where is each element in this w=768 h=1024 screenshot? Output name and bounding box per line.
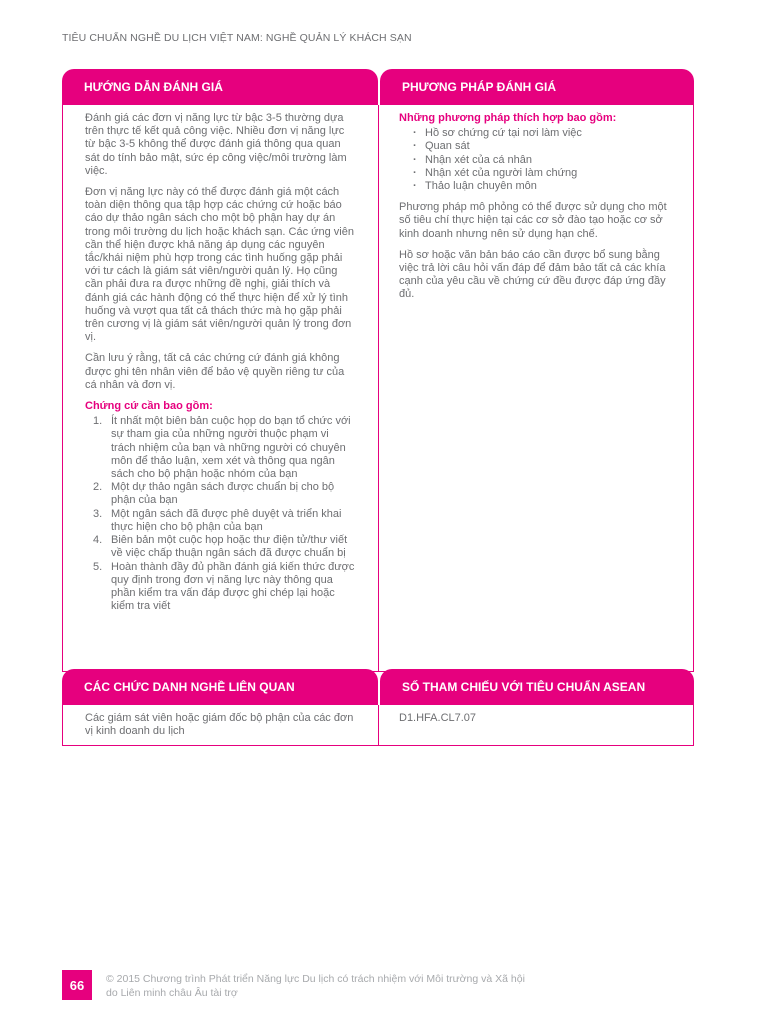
method-item: · Nhận xét của cá nhân (413, 154, 673, 167)
method-item: · Quan sát (413, 140, 673, 153)
asean-reference-heading: SỐ THAM CHIẾU VỚI TIÊU CHUẨN ASEAN (380, 669, 694, 705)
footer-line-1: © 2015 Chương trình Phát triển Năng lực Du lịch có trách nhiệm với Môi trường và Xã hội (106, 973, 525, 985)
reference-table-body (62, 705, 694, 746)
asean-reference-cell: D1.HFA.CL7.07 (399, 712, 477, 724)
footer-line-2: do Liên minh châu Âu tài trợ (106, 987, 238, 999)
evidence-item: 2. Một dự thảo ngân sách được chuẩn bị cho bộ phận của bạn (93, 481, 335, 507)
assessment-method-heading: PHƯƠNG PHÁP ĐÁNH GIÁ (380, 69, 694, 105)
evidence-list (85, 415, 356, 613)
evidence-item: 4. Biên bản một cuộc họp hoặc thư điện tử/thư viết về việc chấp thuận ngân sách đã được chuẩn bị (93, 534, 348, 560)
method-item: · Nhận xét của người làm chứng (413, 167, 673, 180)
related-titles-cell: Các giám sát viên hoặc giám đốc bộ phận của các đơn vị kinh doanh du lịch (63, 705, 379, 745)
guide-paragraph-1: Đánh giá các đơn vị năng lực từ bậc 3-5 thường dựa trên thực tế kết quả công việc. Nhiều đơn vị năng lực từ bậc 3-5 không thể được đánh giá thông qua quan sát do tính bảo mật, sức ép công việc/môi trường làm việc. (85, 112, 347, 177)
assessment-table-body (62, 105, 694, 672)
running-header: TIÊU CHUẨN NGHỀ DU LỊCH VIỆT NAM: NGHỀ QUẢN LÝ KHÁCH SẠN (62, 32, 412, 44)
method-item: · Hồ sơ chứng cứ tại nơi làm việc (413, 127, 673, 140)
evidence-heading: Chứng cứ cần bao gồm: (85, 400, 213, 413)
evidence-item: 5. Hoàn thành đầy đủ phần đánh giá kiến thức được quy định trong đơn vị năng lực này thông qua phần kiểm tra vấn đáp được ghi chép lại hoặc kiểm tra viết (93, 560, 355, 613)
reference-table-header (62, 669, 694, 705)
page-number-badge: 66 (62, 970, 92, 1000)
assessment-table-header (62, 69, 694, 105)
method-paragraph-2: Hồ sơ hoặc văn bản báo cáo cần được bổ sung bằng việc trả lời câu hỏi vấn đáp để đảm bảo tất cả các khía cạnh của yêu cầu về chứng cứ đều được đáp ứng đầy đủ. (399, 248, 666, 301)
related-titles-heading: CÁC CHỨC DANH NGHỀ LIÊN QUAN (62, 669, 378, 705)
assessment-table (62, 69, 694, 672)
guide-paragraph-2: Đơn vị năng lực này có thể được đánh giá một cách toàn diện thông qua tập hợp các chứng cứ hoặc báo cáo dự thảo ngân sách cho một bộ phận hay dự án trong môi trường du lịch hoặc khách sạn. Các ứng viên cần thể hiện được khả năng áp dụng các nguyên tắc/khái niệm phù hợp trong các tình huống gặp phải với tư cách là giám sát viên/người quản lý. Họ cũng cần phải đưa ra được những đề nghị, giải thích và đánh giá các hành động có thể thực hiện để xử lý tình huống và vượt qua tất cả thách thức mà họ gặp phải trên cương vị là giám sát viên/người quản lý trong đơn vị. (85, 186, 354, 344)
guide-paragraph-3: Cần lưu ý rằng, tất cả các chứng cứ đánh giá không được ghi tên nhân viên để bảo vệ quyền riêng tư của cá nhân và đơn vị. (85, 352, 345, 391)
method-paragraph-1: Phương pháp mô phỏng có thể được sử dụng cho một số tiêu chí thực hiện tại các cơ sở đào tạo hoặc cơ sở kinh doanh nhưng nên sử dụng hạn chế. (399, 201, 667, 240)
assessment-method-cell (379, 105, 693, 671)
evidence-item: 3. Một ngân sách đã được phê duyệt và triển khai thực hiện cho bộ phận của bạn (93, 507, 342, 533)
footer-copyright (106, 972, 546, 1000)
methods-list (399, 127, 673, 193)
assessment-guide-cell (63, 105, 379, 671)
assessment-guide-heading: HƯỚNG DẪN ĐÁNH GIÁ (62, 69, 378, 105)
method-item: · Thảo luận chuyên môn (413, 180, 673, 193)
reference-table (62, 669, 694, 746)
evidence-item: 1. Ít nhất một biên bản cuộc họp do bạn tổ chức với sự tham gia của những người thuộc phạm vi trách nhiệm của bạn và những người có chuyên môn để thảo luận, xem xét và thông qua ngân sách cho bộ phận hoặc nhóm của bạn (93, 415, 351, 481)
methods-heading: Những phương pháp thích hợp bao gồm: (399, 112, 617, 124)
